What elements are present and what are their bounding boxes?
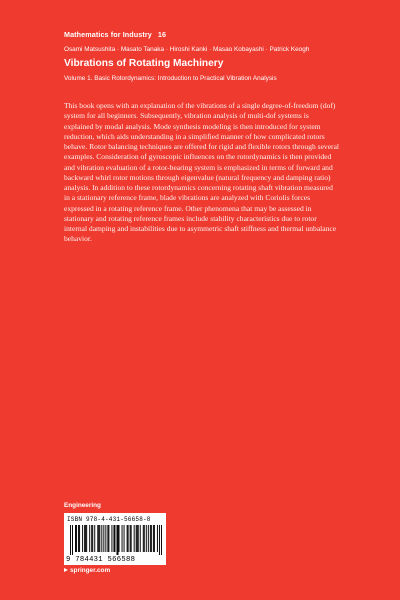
barcode-bar xyxy=(151,525,152,552)
series-line xyxy=(64,30,166,39)
barcode-bar xyxy=(131,525,132,552)
barcode-bar xyxy=(118,525,119,555)
barcode-bar xyxy=(76,525,77,552)
subject-category: Engineering xyxy=(64,502,101,509)
barcode-bars xyxy=(70,525,162,555)
barcode-bar xyxy=(92,525,93,552)
barcode-bar xyxy=(108,525,109,552)
barcode-bar xyxy=(117,525,118,555)
barcode-bar xyxy=(146,525,147,552)
barcode-bar xyxy=(105,525,106,552)
barcode-bar xyxy=(161,525,162,555)
barcode-bar xyxy=(143,525,144,552)
barcode-bar xyxy=(107,525,108,552)
barcode-bar xyxy=(150,525,151,552)
barcode-bar xyxy=(91,525,92,552)
barcode-bar xyxy=(124,525,125,552)
barcode-bar xyxy=(79,525,80,552)
barcode-bar xyxy=(128,525,129,552)
barcode-bar xyxy=(148,525,149,552)
barcode-bar xyxy=(75,525,76,552)
barcode-bar xyxy=(86,525,87,552)
barcode-bar xyxy=(97,525,98,552)
barcode-bar xyxy=(122,525,123,552)
barcode-bar xyxy=(130,525,131,552)
book-subtitle: Volume 1. Basic Rotordynamics: Introduction to Practical Vibration Analysis xyxy=(64,75,277,82)
book-title: Vibrations of Rotating Machinery xyxy=(64,58,224,69)
barcode-bar xyxy=(103,525,104,552)
barcode-bar xyxy=(154,525,155,552)
barcode-bar xyxy=(114,525,115,552)
barcode-bar xyxy=(89,525,90,552)
barcode-bar xyxy=(159,525,160,555)
barcode-bar xyxy=(98,525,99,552)
barcode-digits: 9 784431 566588 xyxy=(66,556,136,564)
barcode-bar xyxy=(84,525,85,552)
publisher-link[interactable] xyxy=(64,567,110,574)
barcode-panel xyxy=(64,513,166,565)
barcode-bar xyxy=(119,525,120,552)
isbn-text: ISBN 978-4-431-56658-8 xyxy=(67,516,151,523)
barcode-bar xyxy=(99,525,100,552)
arrow-right-icon xyxy=(64,568,68,572)
series-number: 16 xyxy=(157,30,167,39)
barcode-bar xyxy=(72,525,73,555)
barcode-bar xyxy=(153,525,154,552)
description-text: This book opens with an explanation of the vibrations of a single degree-of-freedom (dof) system for all beginners. Subsequently, vibration analysis of multi-dof systems is explained by modal analysis. Mode synthesis modeling is then introduced for system reduction, which aids understanding in a simplified manner of how complicated rotors behave. Rotor balancing techniques are offered for rigid and flexible rotors through several examples. Consideration of gyroscopic influences on the rotordynamics is then provided and vibration evaluation of a rotor-bearing system is emphasized in terms of forward and backward whirl rotor motions through eigenvalue (natural frequency and damping ratio) analysis. In addition to these rotordynamics concerning rotating shaft vibration measured in a stationary reference frame, blade vibrations are analyzed with Coriolis forces expressed in a rotating reference frame. Other phenomena that may be assessed in stationary and rotating reference frames include stability characteristics due to rotor internal damping and instabilities due to asymmetric shaft stiffness and thermal unbalance behavior. xyxy=(64,101,340,244)
author-list: Osami Matsushita · Masato Tanaka · Hiroshi Kanki · Masao Kobayashi · Patrick Keogh xyxy=(64,46,310,53)
barcode-icon xyxy=(70,525,162,555)
barcode-bar xyxy=(94,525,95,552)
barcode-bar xyxy=(113,525,114,552)
publisher-url: springer.com xyxy=(70,567,111,574)
barcode-bar xyxy=(136,525,137,552)
barcode-bar xyxy=(82,525,83,552)
barcode-bar xyxy=(137,525,138,552)
barcode-bar xyxy=(127,525,128,552)
series-name: Mathematics for Industry xyxy=(64,30,152,39)
barcode-bar xyxy=(101,525,102,552)
barcode-bar xyxy=(144,525,145,552)
barcode-bar xyxy=(140,525,141,552)
barcode-bar xyxy=(138,525,139,552)
barcode-bar xyxy=(134,525,135,552)
barcode-bar xyxy=(111,525,112,552)
barcode-bar xyxy=(70,525,71,555)
barcode-bar xyxy=(157,525,158,552)
barcode-bar xyxy=(78,525,79,552)
barcode-bar xyxy=(85,525,86,552)
